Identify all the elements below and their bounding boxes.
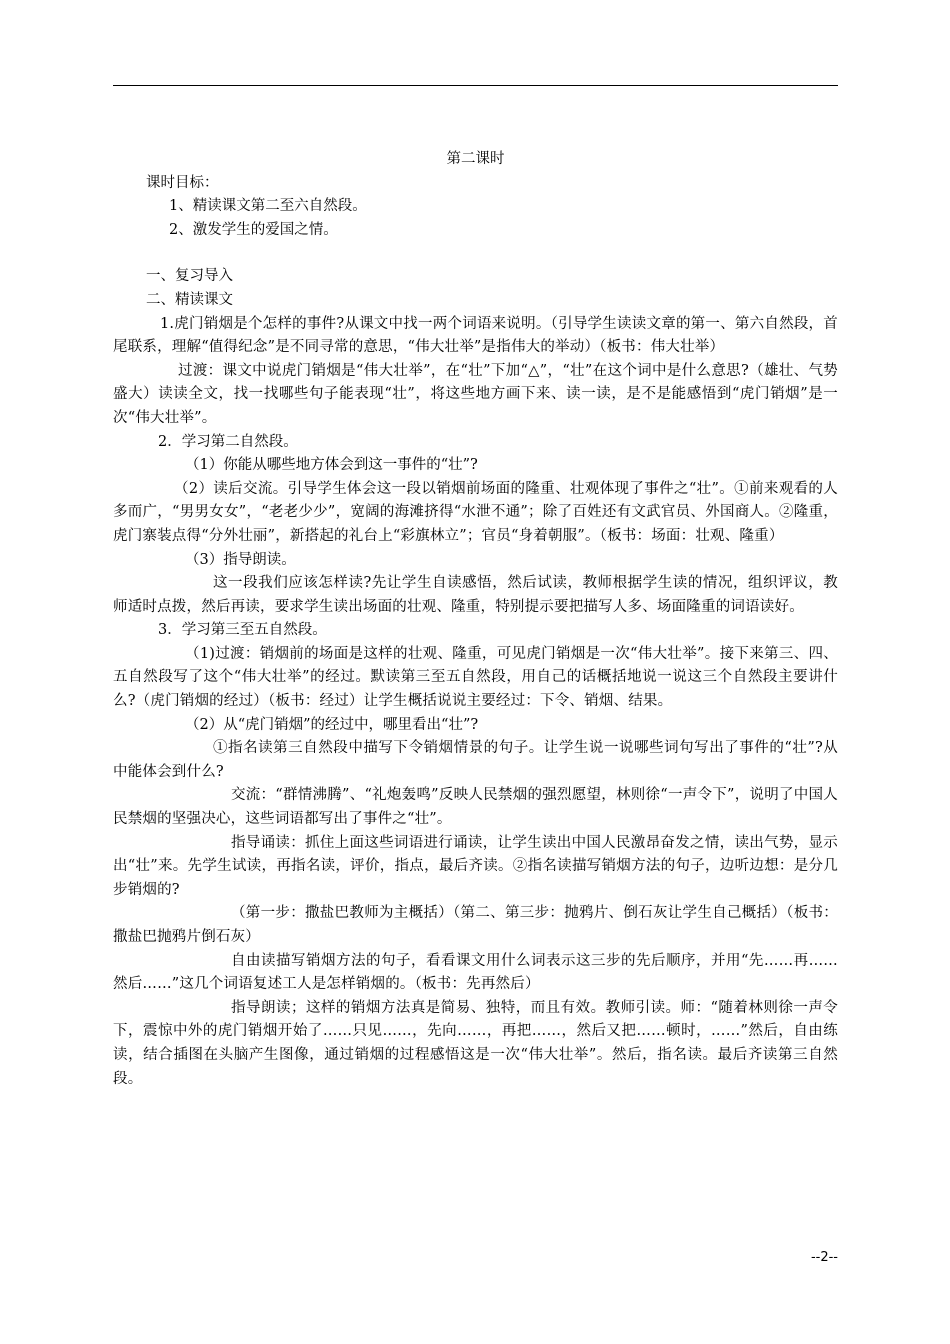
subsection-heading: 2．学习第二自然段。 [158,433,298,450]
page-number: --2-- [810,1250,838,1265]
paragraph: 自由读描写销烟方法的句子，看看课文用什么词表示这三步的先后顺序，并用“先……再……然后……”这几个词语复述工人是怎样销烟的。（板书：先再然后） [113,952,838,993]
paragraph: （2）读后交流。引导学生体会这一段以销烟前场面的隆重、壮观体现了事件之“壮”。①前来观看的人多而广，“男男女女”，“老老少少”，宽阔的海滩挤得“水泄不通”；除了百姓还有文武官员、外国商人。②隆重，虎门寨装点得“分外壮丽”，新搭起的礼台上“彩旗林立”；官员“身着朝服”。（板书：场面：壮观、隆重） [113,480,838,544]
question: （2）从“虎门销烟”的经过中，哪里看出“壮”? [185,716,479,733]
question: （1）你能从哪些地方体会到这一事件的“壮”? [185,457,478,474]
paragraph: ①指名读第三自然段中描写下令销烟情景的句子。让学生说一说哪些词句写出了事件的“壮”?从中能体会到什么? [113,740,838,780]
section-heading: 一、复习导入 [146,268,233,285]
section-heading: 二、精读课文 [146,291,233,308]
paragraph: 这一段我们应该怎样读?先让学生自读感悟，然后试读，教师根据学生读的情况，组织评议，教师适时点拨，然后再读，要求学生读出场面的壮观、隆重，特别提示要把描写人多、场面隆重的词语读好。 [113,575,838,615]
paragraph: 指导朗读；这样的销烟方法真是简易、独特，而且有效。教师引读。师：“随着林则徐一声令下，震惊中外的虎门销烟开始了……只见……，先向……，再把……，然后又把……顿时，……”然后，自由练读，结合插图在头脑产生图像，通过销烟的过程感悟这是一次“伟大壮举”。然后，指名读。最后齐读第三自然段。 [113,999,838,1087]
header-rule [113,85,838,86]
subsection-heading: 3．学习第三至五自然段。 [158,622,327,639]
goals-heading: 课时目标： [146,174,219,191]
document-body [113,148,838,1091]
goal-item: 2、激发学生的爱国之情。 [169,221,338,238]
paragraph: （1)过渡：销烟前的场面是这样的壮观、隆重，可见虎门销烟是一次“伟大壮举”。接下来第三、四、五自然段写了这个“伟大壮举”的经过。默读第三至五自然段，用自己的话概括地说一说这三个自然段主要讲什么?（虎门销烟的经过）（板书：经过）让学生概括说说主要经过：下令、销烟、结果。 [113,645,838,710]
paragraph: 1.虎门销烟是个怎样的事件?从课文中找一两个词语来说明。（引导学生读读文章的第一、第六自然段，首尾联系，理解“值得纪念”是不同寻常的意思，“伟大壮举”是指伟大的举动）（板书：伟大壮举） [113,315,838,356]
paragraph: （第一步：撒盐巴教师为主概括）（第二、第三步：抛鸦片、倒石灰让学生自己概括）（板书：撒盐巴抛鸦片倒石灰） [113,905,838,945]
goal-item: 1、精读课文第二至六自然段。 [169,198,367,215]
page-title: 第二课时 [446,151,505,167]
paragraph: 过渡：课文中说虎门销烟是“伟大壮举”，在“壮”下加“△”，“壮”在这个词中是什么意思?（雄壮、气势盛大）读读全文，找一找哪些句子能表现“壮”，将这些地方画下来、读一读，是不是能感悟到“虎门销烟”是一次“伟大壮举”。 [113,362,838,426]
paragraph: 指导诵读：抓住上面这些词语进行诵读，让学生读出中国人民激昂奋发之情，读出气势，显示出“壮”来。先学生试读，再指名读，评价，指点，最后齐读。②指名读描写销烟方法的句子，边听边想：是分几步销烟的? [113,834,838,898]
paragraph: 交流：“群情沸腾”、“礼炮轰鸣”反映人民禁烟的强烈愿望，林则徐“一声令下”，说明了中国人民禁烟的坚强决心，这些词语都写出了事件之“壮”。 [113,787,838,828]
question: （3）指导朗读。 [185,551,296,568]
